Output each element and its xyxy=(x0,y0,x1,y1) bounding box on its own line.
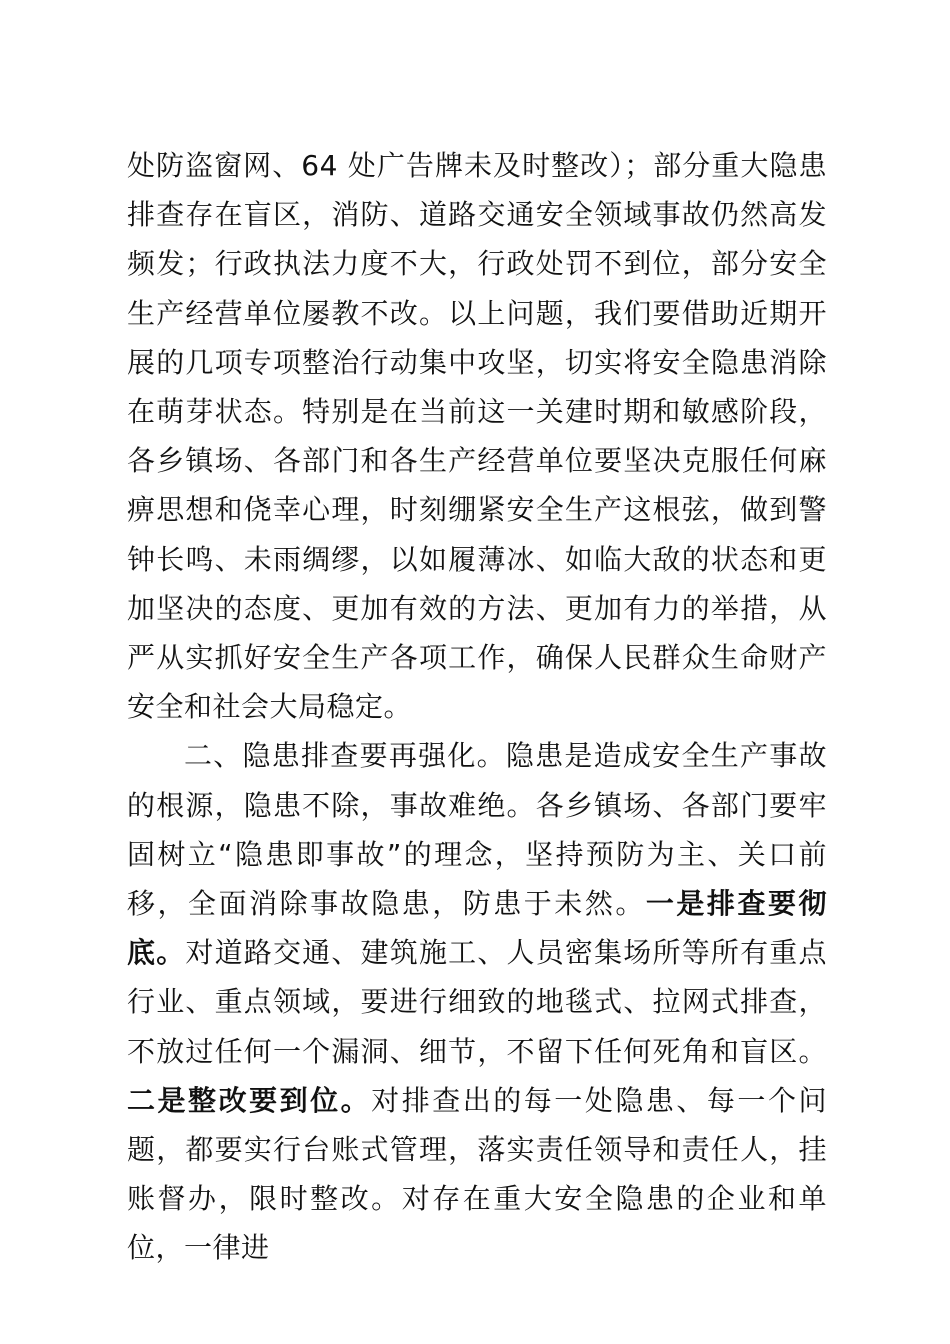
paragraph-text: 二、隐患排查要再强化。隐患是造成安全生产事故的根源，隐患不除，事故难绝。各乡镇场、各部门要牢固树立“隐患即事故”的理念，坚持预防为主、关口前移，全面消除事故隐患，防患于未然。 xyxy=(127,739,827,921)
emphasis-text: 一是排查要彻底。 xyxy=(127,887,827,970)
document-body xyxy=(127,141,827,1273)
paragraph-text: 对排查出的每一处隐患、每一个问题，都要实行台账式管理，落实责任领导和责任人，挂账督办，限时整改。对存在重大安全隐患的企业和单位，一律进 xyxy=(127,1083,827,1265)
emphasis-text: 二是整改要到位。 xyxy=(127,1083,372,1117)
paragraph-continued: 处防盗窗网、64 处广告牌未及时整改）；部分重大隐患排查存在盲区，消防、道路交通安全领域事故仍然高发频发；行政执法力度不大，行政处罚不到位，部分安全生产经营单位屡教不改。以上问题，我们要借助近期开展的几项专项整治行动集中攻坚，切实将安全隐患消除在萌芽状态。特别是在当前这一关建时期和敏感阶段，各乡镇场、各部门和各生产经营单位要坚决克服任何麻痹思想和侥幸心理，时刻绷紧安全生产这根弦，做到警钟长鸣、未雨绸缪，以如履薄冰、如临大敌的状态和更加坚决的态度、更加有效的方法、更加有力的举措，从严从实抓好安全生产各项工作，确保人民群众生命财产安全和社会大局稳定。 xyxy=(127,149,827,724)
paragraph-text: 对道路交通、建筑施工、人员密集场所等所有重点行业、重点领域，要进行细致的地毯式、拉网式排查，不放过任何一个漏洞、细节，不留下任何死角和盲区。 xyxy=(127,936,827,1068)
paragraph-hazard-inspection xyxy=(127,731,827,1272)
